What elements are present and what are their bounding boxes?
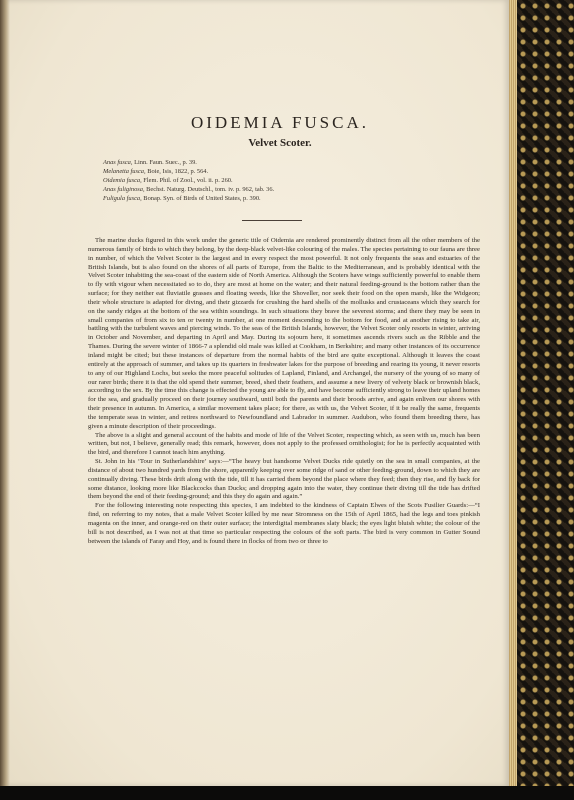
synonym-entry bbox=[103, 194, 483, 203]
paragraph: The above is a slight and general account of the habits and mode of life of the Velvet Scoter, respecting which, as seen with us, much has been written, but not, I believe, generally read; this remark, however, does not apply to the professed ornithologist; for he is perfectly acquainted with the bird, and therefore I cannot teach him anything. bbox=[88, 431, 480, 457]
synonym-reference: Boie, Isis, 1822, p. 564. bbox=[145, 168, 209, 175]
species-title: OIDEMIA FUSCA. bbox=[190, 113, 370, 132]
synonym-name: Fuligula fusca, bbox=[103, 195, 142, 202]
synonym-entry bbox=[103, 176, 483, 185]
paragraph: The marine ducks figured in this work under the generic title of Oidemia are rendered prominently distinct from all the other members of the numerous family of birds to which they belong, by the deep-black velvet-like colouring of the males. The species pertaining to our fauna are three in number, of which the Velvet Scoter is the largest and in every respect the most powerful. It not only frequents the seas and estuaries of the British Islands, but is also found on the shores of all parts of Europe, from the Baltic to the Mediterranean, and is probably identical with the Velvet Scoter inhabiting the sea-coast of the eastern side of North America. Although the Scoters have wings sufficiently powerful to enable them to fly with vigour when necessitated so to do, they are most at home on the water; and their natural feeding-ground is the bottom rather than the surface; for they neither eat fluviatile grasses and floating weeds, like the Shoveller, nor seek their food on the open marsh, like the Widgeon; their whole structure is adapted for diving, and their gizzards for crushing the hard shells of the mollusks and crustaceans which they search for on the sandy ridges at the bottom of the sea within soundings. In such situations they brave the severest storms; and there they may be seen in small companies of from six to ten or twenty in number, at one moment descending to the bottom for food, and at another rising to take air, battling with the turbulent waves and piercing winds. To the seas of the British Islands, however, the Velvet Scoter only resorts in winter, arriving in October and November, and departing in April and May. During its sojourn here, it sometimes ascends rivers such as the Ribble and the Thames. During the severe winter of 1866-7 a splendid old male was killed at Cookham, in Berkshire; and many other instances of its occurrence inland might be cited; but these instances of departure from the normal habits of the bird are quite exceptional. Although it leaves the coast entirely at the approach of summer, and takes up its quarters in freshwater lakes for the purpose of breeding and rearing its young, it never resorts to any of our Highland Lochs, but seeks the more peaceful solitudes of Lapland, Finland, and Archangel, the nursery of the young of so many of our rarer birds; there it is that the old spend their summer, breed, shed their feathers, and assume a new livery of velvety black or brownish black, according to the sex. By the time this change is effected the young are able to fly, and have become sufficiently strong to leave their upland homes for the sea, and gradually proceed on their journey southward, until both the parents and their broods arrive, and again enliven our shores with their presence in autumn. In America, a similar movement takes place; for there, as with us, the Velvet Scoter, if it be really the same, frequents the temperate seas in winter, and retires northward to Newfoundland and Labrador in summer. Audubon, who found them breeding there, has given a minute description of their proceedings. bbox=[88, 237, 480, 430]
synonym-reference: Linn. Faun. Suec., p. 39. bbox=[132, 159, 197, 166]
synonym-entry bbox=[103, 185, 483, 194]
page-gutter-shadow bbox=[0, 0, 10, 786]
synonym-entry bbox=[103, 158, 483, 167]
book-binding bbox=[517, 0, 574, 790]
synonym-reference: Bonap. Syn. of Birds of United States, p. 390. bbox=[141, 195, 261, 202]
species-common-name: Velvet Scoter. bbox=[248, 137, 312, 149]
synonym-reference: Bechst. Naturg. Deutschl., tom. iv. p. 962, tab. 36. bbox=[144, 186, 275, 193]
synonym-name: Anas fusca, bbox=[103, 159, 133, 166]
section-divider bbox=[242, 220, 302, 221]
synonym-name: Anas fuliginosa, bbox=[103, 186, 145, 193]
synonym-entry bbox=[103, 167, 483, 176]
synonym-reference: Flem. Phil. of Zool., vol. ii. p. 260. bbox=[141, 177, 233, 184]
page-edges bbox=[509, 0, 517, 786]
paragraph: St. John in his ‘Tour in Sutherlandshire’ says:—“The heavy but handsome Velvet Ducks ride quietly on the sea in small companies, at the distance of about two hundred yards from the shore, apparently keeping over some ridge of sand or other feeding-ground, down to which they are continually diving. These birds drift along with the tide, till it has carried them beyond the place where they feed; then they rise, and fly back for some distance, looking more like Blackcocks than Ducks; and dropping again into the water, they continue their diving till the tide has drifted them beyond the end of their feeding-ground; and this they do again and again.” bbox=[88, 458, 480, 501]
background bbox=[0, 786, 574, 800]
body-text bbox=[88, 237, 480, 547]
synonym-name: Oidemia fusca, bbox=[103, 177, 142, 184]
synonym-name: Melanetta fusca, bbox=[103, 168, 146, 175]
paragraph: For the following interesting note respecting this species, I am indebted to the kindness of Captain Elwes of the Scots Fusilier Guards:—“I find, on referring to my notes, that a male Velvet Scoter killed by me near Stromness on the 15th of April 1865, had the legs and toes pinkish magenta on the inner, and orange-red on their outer surface; the interdigital membranes slaty black; the eyes light bluish white; the colour of the bill is not described, as I was not at that time so particular respecting the colours of the soft parts. The bird is very common in Gutter Sound between the islands of Faray and Hoy, and is found there in flocks of from two or three to bbox=[88, 502, 480, 545]
synonymy-list bbox=[103, 158, 483, 203]
